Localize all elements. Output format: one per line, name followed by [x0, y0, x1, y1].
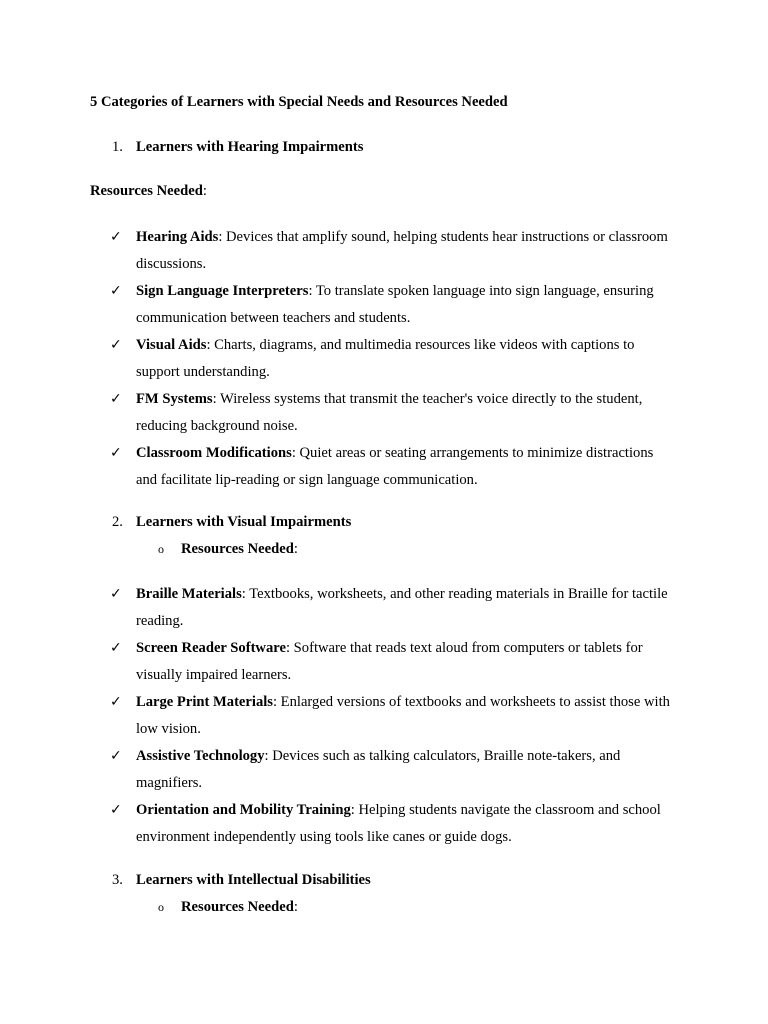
section-1-resource-list: [110, 224, 670, 494]
checkmark-icon: ✓: [110, 283, 122, 299]
list-item: [110, 689, 670, 743]
resource-description: : Devices that amplify sound, helping students hear instructions or classroom discussions.: [136, 229, 668, 272]
resource-description: : Helping students navigate the classroom and school environment independently using tools like canes or guide dogs.: [136, 802, 661, 845]
resource-description: : Devices such as talking calculators, Braille note-takers, and magnifiers.: [136, 748, 621, 791]
resource-description: : To translate spoken language into sign language, ensuring communication between teachers and students.: [136, 283, 654, 326]
checkmark-icon: ✓: [110, 337, 122, 353]
list-item: [110, 224, 670, 278]
checkmark-icon: ✓: [110, 229, 122, 245]
resource-term: FM Systems: [136, 391, 213, 407]
checkmark-icon: ✓: [110, 445, 122, 461]
resource-term: Orientation and Mobility Training: [136, 802, 351, 818]
section-1-heading: Learners with Hearing Impairments: [136, 139, 364, 155]
checkmark-icon: ✓: [110, 640, 122, 656]
section-3-heading-row: [112, 872, 371, 889]
section-2-resources-colon: :: [293, 541, 298, 557]
resource-description: : Software that reads text aloud from computers or tablets for visually impaired learners.: [136, 640, 643, 683]
section-3-resources-label: Resources Needed: [181, 899, 294, 915]
checkmark-icon: ✓: [110, 748, 122, 764]
list-item: [110, 635, 670, 689]
section-3-resources-colon: :: [293, 899, 298, 915]
section-3-number: 3.: [112, 872, 123, 888]
resource-description: : Enlarged versions of textbooks and worksheets to assist those with low vision.: [136, 694, 670, 737]
section-1-number: 1.: [112, 139, 123, 155]
bullet-o-icon: o: [158, 900, 164, 914]
resource-term: Braille Materials: [136, 586, 242, 602]
section-2-number: 2.: [112, 514, 123, 530]
list-item: [110, 797, 670, 851]
list-item: [110, 278, 670, 332]
resource-description: : Wireless systems that transmit the teacher's voice directly to the student, reducing background noise.: [136, 391, 643, 434]
bullet-o-icon: o: [158, 542, 164, 556]
section-1-resources-label: Resources Needed: [90, 183, 203, 199]
section-1-resources-colon: :: [202, 183, 207, 199]
resource-term: Sign Language Interpreters: [136, 283, 309, 299]
list-item: [110, 581, 670, 635]
resource-term: Large Print Materials: [136, 694, 273, 710]
resource-term: Classroom Modifications: [136, 445, 292, 461]
checkmark-icon: ✓: [110, 391, 122, 407]
section-2-resources-row: [158, 541, 298, 558]
checkmark-icon: ✓: [110, 586, 122, 602]
section-2-heading-row: [112, 514, 351, 531]
section-1-heading-row: [112, 139, 363, 156]
resource-description: : Quiet areas or seating arrangements to minimize distractions and facilitate lip-reading or sign language communication.: [136, 445, 654, 488]
section-3-resources-row: [158, 899, 298, 916]
resource-description: : Charts, diagrams, and multimedia resources like videos with captions to support understanding.: [136, 337, 635, 380]
list-item: [110, 440, 670, 494]
section-1-resources-heading: [90, 183, 207, 200]
resource-term: Visual Aids: [136, 337, 207, 353]
checkmark-icon: ✓: [110, 694, 122, 710]
document-title: 5 Categories of Learners with Special Needs and Resources Needed: [90, 94, 508, 110]
section-2-resource-list: [110, 581, 670, 851]
section-2-heading: Learners with Visual Impairments: [136, 514, 352, 530]
resource-term: Assistive Technology: [136, 748, 265, 764]
list-item: [110, 743, 670, 797]
section-2-resources-label: Resources Needed: [181, 541, 294, 557]
resource-term: Hearing Aids: [136, 229, 219, 245]
list-item: [110, 332, 670, 386]
section-3-heading: Learners with Intellectual Disabilities: [136, 872, 371, 888]
resource-term: Screen Reader Software: [136, 640, 286, 656]
list-item: [110, 386, 670, 440]
resource-description: : Textbooks, worksheets, and other reading materials in Braille for tactile reading.: [136, 586, 668, 629]
checkmark-icon: ✓: [110, 802, 122, 818]
